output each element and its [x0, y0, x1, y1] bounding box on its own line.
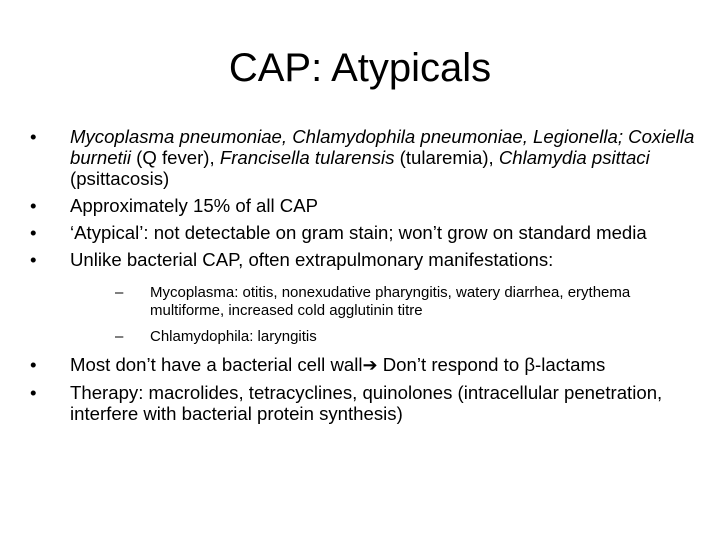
- slide-title: CAP: Atypicals: [228, 46, 492, 90]
- organisms-text-3: Francisella tularensis: [219, 147, 395, 168]
- cell-wall-text: Most don’t have a bacterial cell wall: [70, 354, 363, 375]
- mycoplasma-text: Mycoplasma: otitis, nonexudative pharyngitis, watery diarrhea, erythema multiforme, increased cold agglutinin titre: [150, 284, 631, 319]
- organisms-text-4: (tularemia),: [394, 147, 499, 168]
- sub-bullet-marker: –: [115, 284, 124, 301]
- chlamydophila-text: Chlamydophila: laryngitis: [150, 328, 317, 345]
- bullet-marker: •: [30, 222, 37, 243]
- organisms-text-2: (Q fever),: [130, 147, 220, 168]
- therapy-text: Therapy: macrolides, tetracyclines, quinolones (intracellular penetration, interfere with bacterial protein synthesis): [70, 382, 663, 424]
- bullet-marker: •: [30, 126, 37, 147]
- bullet-atypical-definition: [30, 222, 700, 243]
- arrow-right-icon: ➔: [362, 355, 378, 375]
- sub-bullet-list: [70, 284, 700, 346]
- bullet-cell-wall: [30, 354, 700, 376]
- organisms-text-1: Mycoplasma pneumoniae, Chlamydophila pneumoniae, Legionella; Coxiella burnetii: [70, 126, 695, 168]
- sub-bullet-chlamydophila: [110, 328, 700, 346]
- bullet-prevalence: [30, 195, 700, 216]
- bullet-organisms: [30, 126, 700, 189]
- bullet-marker: •: [30, 354, 37, 375]
- organisms-text-6: (psittacosis): [70, 168, 170, 189]
- bullet-marker: •: [30, 249, 37, 270]
- sub-bullet-mycoplasma: [110, 284, 700, 320]
- bullet-marker: •: [30, 382, 37, 403]
- beta-lactam-text: Don’t respond to β-lactams: [377, 354, 606, 375]
- bullet-extrapulmonary: [30, 249, 700, 346]
- bullet-list: [30, 126, 700, 430]
- sub-bullet-marker: –: [115, 328, 124, 345]
- organisms-text-5: Chlamydia psittaci: [498, 147, 650, 168]
- bullet-therapy: [30, 382, 700, 424]
- prevalence-text: Approximately 15% of all CAP: [70, 195, 319, 216]
- atypical-definition-text: ‘Atypical’: not detectable on gram stain; won’t grow on standard media: [70, 222, 647, 243]
- extrapulmonary-text: Unlike bacterial CAP, often extrapulmonary manifestations:: [70, 249, 554, 270]
- bullet-marker: •: [30, 195, 37, 216]
